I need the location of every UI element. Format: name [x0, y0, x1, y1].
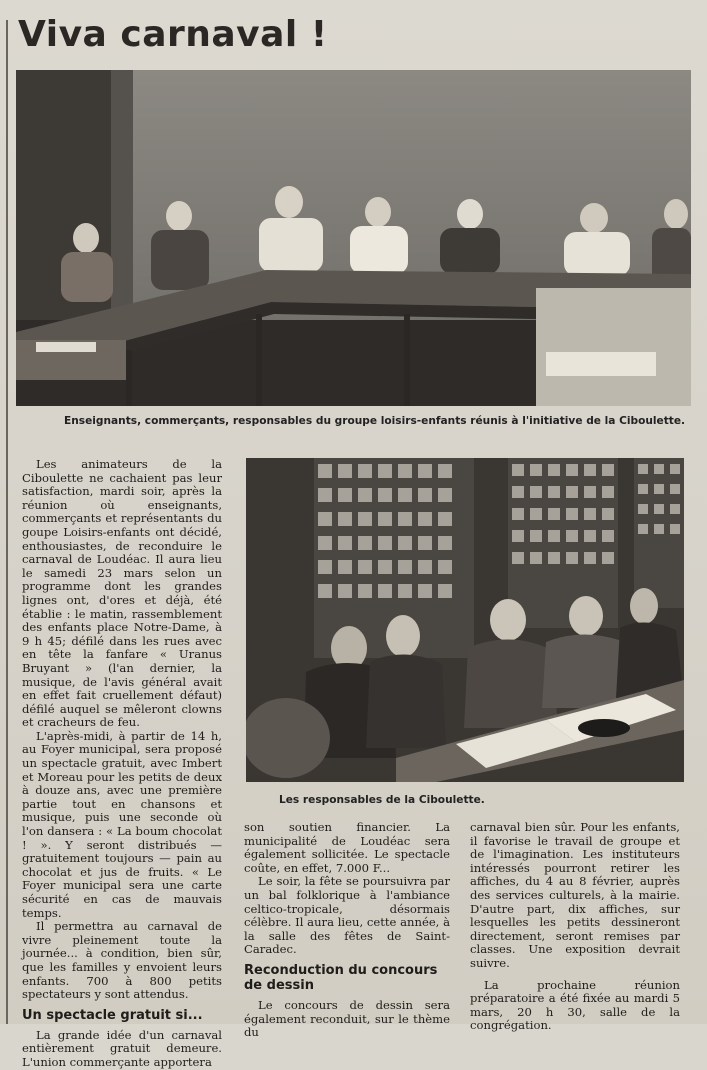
article-column-1	[22, 458, 222, 1070]
column-rule	[6, 20, 8, 1024]
article-paragraph: carnaval bien sûr. Pour les enfants, il favorise le travail de groupe et de l'imagination. Les instituteurs intéressés pourront retirer les affiches, du 4 au 8 février, auprès des services culturels, à la mairie. D'autre part, dix affiches, sur lesquelles les petits dessineront directement, seront remises par classes. Une exposition devrait suivre.	[470, 820, 680, 970]
article-paragraph: son soutien financier. La municipalité de Loudéac sera également sollicitée. Le spectacle coûte, en effet, 7.000 F...	[244, 820, 450, 875]
article-column-3	[470, 821, 680, 1033]
article-column-2	[244, 821, 450, 1040]
meeting-photo	[16, 70, 691, 406]
article-paragraph: Il permettra au carnaval de vivre pleinement toute la journée... à condition, bien sûr, que les familles y envoient leurs enfants. 700 à 800 petits spectateurs y sont attendus.	[22, 919, 222, 1002]
section-subheading: Un spectacle gratuit si...	[22, 1007, 203, 1023]
article-paragraph: Le soir, la fête se poursuivra par un bal folklorique à l'ambiance celtico-tropicale, désormais célèbre. Il aura lieu, cette année, à la salle des fêtes de Saint-Caradec.	[244, 874, 450, 957]
article-paragraph: Les animateurs de la Ciboulette ne cachaient pas leur satisfaction, mardi soir, après la réunion où enseignants, commerçants et représentants du goupe Loisirs-enfants ont décidé, enthousiastes, de reconduire le carnaval de Loudéac. Il aura lieu le samedi 23 mars selon un programme dont les grandes lignes ont, d'ores et déjà, été établie : le matin, rassemblement des enfants place Notre-Dame, à 9 h 45; défilé dans les rues avec en tête la fanfare « Uranus Bruyant » (l'an dernier, la musique, de l'avis général avait en effet fait cruellement défaut) défilé auquel se mêleront clowns et cracheurs de feu.	[22, 457, 222, 730]
article-paragraph: La grande idée d'un carnaval entièrement gratuit demeure. L'union commerçante apportera	[22, 1027, 222, 1069]
organizers-photo	[246, 458, 684, 782]
section-subheading: Reconduction du concours de dessin	[244, 962, 438, 993]
photo-caption: Enseignants, commerçants, responsables du groupe loisirs-enfants réunis à l'initiative de la Ciboulette.	[64, 415, 686, 427]
article-paragraph: L'après-midi, à partir de 14 h, au Foyer municipal, sera proposé un spectacle gratuit, avec Imbert et Moreau pour les petits de deux à douze ans, avec une première partie tout en chansons et musique, puis une seconde où l'on dansera : « La boum chocolat ! ». Y seront distribués — gratuitement toujours — pain au chocolat et jus de fruits. « Le Foyer municipal sera une carte sécurité en cas de mauvais temps.	[22, 728, 222, 920]
article-paragraph: La prochaine réunion préparatoire a été fixée au mardi 5 mars, 20 h 30, salle de la congrégation.	[470, 977, 680, 1033]
photo-caption: Les responsables de la Ciboulette.	[279, 794, 485, 806]
article-headline: Viva carnaval !	[18, 14, 328, 55]
article-paragraph: Le concours de dessin sera également reconduit, sur le thème du	[244, 997, 450, 1040]
